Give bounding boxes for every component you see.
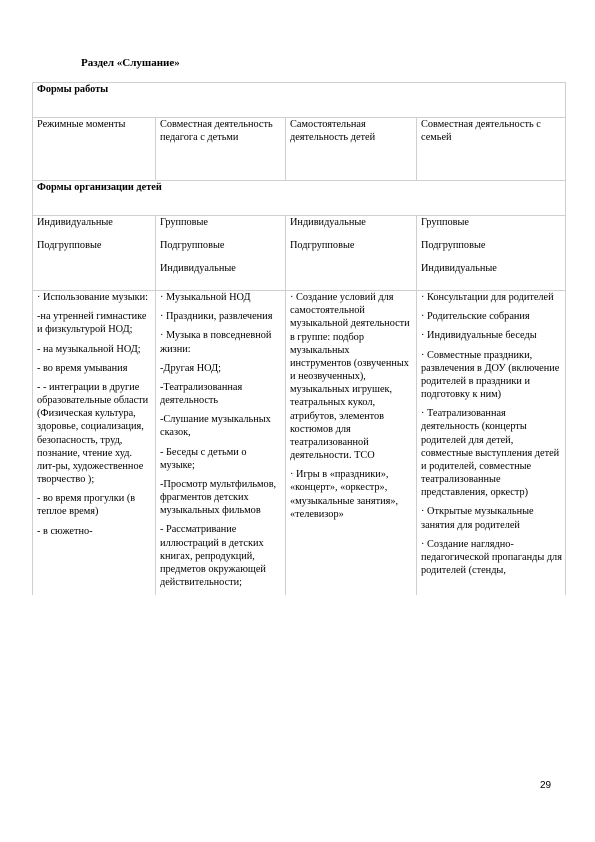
org-form-item: Подгрупповые (160, 240, 225, 252)
content-item: · Совместные праздники, развлечения в ДОУ (включение родителей в праздники и подготовку к ним) (421, 349, 560, 401)
content-item: -Просмотр мультфильмов, фрагментов детских музыкальных фильмов (160, 478, 277, 517)
content-item: - на музыкальной НОД; (37, 343, 141, 355)
column-header: Самостоятельная деятельность детей (286, 118, 417, 181)
org-form-item: Подгрупповые (290, 240, 355, 252)
content-item: · Театрализованная деятельность (концерты родителей для детей, совместные выступления детей и родителей, совместные театрализованные представления, оркестр) (421, 408, 560, 499)
content-cell-family (417, 291, 566, 596)
content-item: - - интеграции в другие образовательные области (Физическая культура, здоровье, социализация, безопасность, труд, познание, чтение худ. лит-ры, художественное творчество ); (37, 381, 149, 486)
content-item: · Праздники, развлечения (160, 311, 273, 323)
content-item: · Музыкальной НОД (160, 292, 251, 303)
content-item: -Слушание музыкальных сказок, (160, 414, 271, 439)
page-number: 29 (540, 780, 552, 791)
org-form-item: Групповые (421, 217, 469, 228)
org-form-item: Индивидуальные (421, 263, 497, 275)
content-item: -Другая НОД; (160, 362, 221, 374)
column-header: Совместная деятельность педагога с детьми (156, 118, 286, 181)
content-cell-regime (33, 291, 156, 596)
content-item: - во время прогулки (в теплое время) (37, 493, 136, 518)
content-item: · Игры в «праздники», «концерт», «оркестр», «музыкальные занятия», «телевизор» (290, 469, 399, 520)
forms-org-header: Формы организации детей (33, 181, 566, 216)
content-item: · Консультации для родителей (421, 292, 554, 303)
content-item: · Создание условий для самостоятельной музыкальной деятельности в группе: подбор музыкальных инструментов (озвученных и неозвученных), музыкальных игрушек, театральных кукол, атрибутов, элементов костюмов для театрализованной деятельности. ТСО (290, 292, 410, 462)
content-item: -Театрализованная деятельность (160, 381, 243, 407)
org-form-item: Подгрупповые (421, 240, 486, 252)
section-title: Раздел «Слушание» (81, 57, 180, 69)
column-header: Режимные моменты (33, 118, 156, 181)
org-form-item: Групповые (160, 217, 208, 228)
content-item: - Беседы с детьми о музыке; (160, 446, 247, 471)
content-item: - во время умывания (37, 362, 128, 374)
content-item: -на утренней гимнастике и физкультурой НОД; (37, 311, 147, 336)
content-item: · Создание наглядно-педагогической пропаганды для родителей (стенды, (421, 538, 562, 577)
music-forms-table (32, 82, 566, 595)
org-forms-cell (417, 216, 566, 291)
content-item: · Открытые музыкальные занятия для родителей (421, 506, 534, 531)
org-form-item: Подгрупповые (37, 240, 102, 252)
content-item: - Рассматривание иллюстраций в детских книгах, репродукций, предметов окружающей действительности; (160, 524, 266, 589)
forms-work-header: Формы работы (33, 83, 566, 118)
org-forms-cell (286, 216, 417, 291)
org-form-item: Индивидуальные (37, 217, 113, 228)
content-cell-independent (286, 291, 417, 596)
content-item: · Индивидуальные беседы (421, 330, 537, 342)
content-item: · Родительские собрания (421, 311, 530, 323)
content-cell-joint-teacher (156, 291, 286, 596)
org-forms-cell (156, 216, 286, 291)
org-forms-cell (33, 216, 156, 291)
content-item: - в сюжетно- (37, 525, 93, 537)
org-form-item: Индивидуальные (290, 217, 366, 228)
column-header: Совместная деятельность с семьей (417, 118, 566, 181)
org-form-item: Индивидуальные (160, 263, 236, 275)
content-item: · Музыка в повседневной жизни: (160, 330, 272, 355)
content-item: · Использование музыки: (37, 292, 149, 303)
